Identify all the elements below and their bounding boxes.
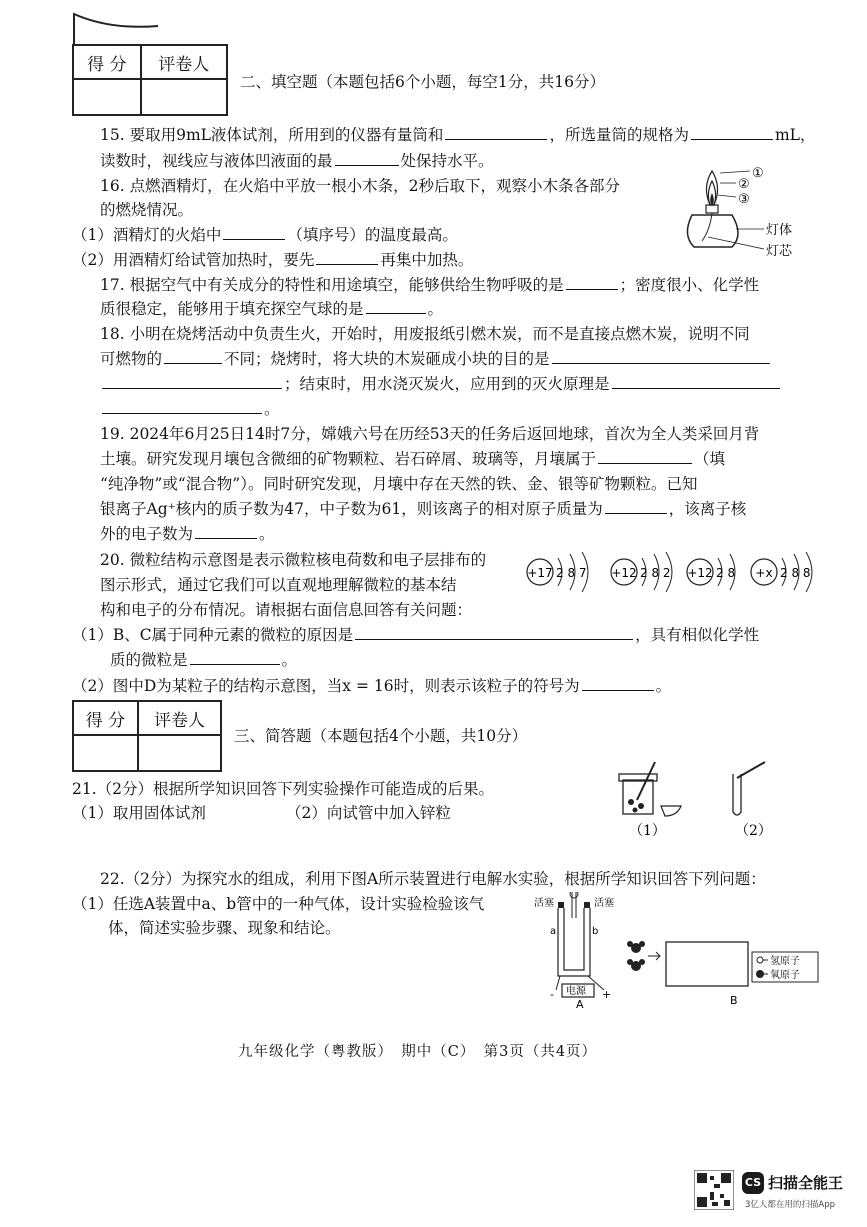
grader-cell-2[interactable]: [138, 735, 221, 771]
q20-line3: 构和电子的分布情况。请根据右面信息回答有关问题：: [100, 601, 473, 619]
svg-text:电源: 电源: [566, 986, 586, 997]
q16-line2: 的燃烧情况。: [100, 201, 194, 219]
q16-blank1[interactable]: [223, 224, 285, 240]
camscanner-logo-icon: CS: [742, 1172, 764, 1194]
page-footer: 九年级化学（粤教版） 期中（C） 第3页（共4页）: [238, 1044, 598, 1060]
q15-line2: 读数时，视线应与液体凹液面的最 处保持水平。: [100, 152, 494, 170]
svg-text:2 8 2: 2 8 2: [640, 566, 671, 580]
q20-sub2: （2）图中D为某粒子的结构示意图，当x = 16时，则表示该粒子的符号为 。: [72, 677, 672, 695]
q18-blank3-cont[interactable]: [102, 398, 262, 414]
svg-text:-: -: [550, 988, 554, 1001]
q15-blank2[interactable]: [691, 124, 773, 140]
score-label: 得 分: [73, 45, 141, 79]
q19-line5: 外的电子数为 。: [100, 525, 275, 543]
svg-text:活塞: 活塞: [534, 898, 554, 909]
q22-sub1b: 体，简述实验步骤、现象和结论。: [108, 919, 341, 937]
answer-box-b: [666, 942, 748, 986]
svg-text:a: a: [550, 926, 557, 937]
svg-text:+17: +17: [527, 566, 553, 580]
svg-text:氧原子: 氧原子: [770, 970, 800, 981]
score-table-2: [72, 700, 222, 772]
q18-blank3[interactable]: [612, 373, 780, 389]
reagent-jar-figure: [619, 762, 681, 839]
score-label-2: 得 分: [73, 701, 138, 735]
svg-text:+12: +12: [687, 566, 713, 580]
q20-line2: 图示形式，通过它我们可以直观地理解微粒的基本结: [100, 576, 457, 594]
svg-text:+: +: [602, 988, 612, 1001]
atom-b: [611, 552, 672, 628]
atom-d: [751, 552, 812, 628]
q15-line1: 15. 要取用9mL液体试剂，所用到的仪器有量筒和 ，所选量筒的规格为 mL，: [100, 126, 816, 144]
q15-blank3[interactable]: [335, 150, 399, 166]
water-molecules-icon: [627, 941, 660, 971]
lamp-body-label: 灯体: [766, 223, 793, 238]
grader-label-2: 评卷人: [138, 701, 221, 735]
watermark-tagline: 3亿人都在用的扫描App: [745, 1200, 836, 1210]
score-cell-2[interactable]: [73, 735, 138, 771]
q16-sub1: （1）酒精灯的火焰中 （填序号）的温度最高。: [72, 226, 458, 244]
atom-structure-diagrams: [520, 548, 830, 628]
q22-line1: 22.（2分）为探究水的组成，利用下图A所示装置进行电解水实验，根据所学知识回答下列问题：: [100, 870, 766, 888]
atom-legend: [752, 952, 818, 982]
q15-blank1[interactable]: [445, 124, 547, 140]
q20-blank2[interactable]: [190, 649, 280, 665]
svg-text:氢原子: 氢原子: [770, 956, 800, 967]
svg-text:2 8: 2 8: [716, 566, 736, 580]
electrolysis-figure: [528, 892, 828, 1008]
q20-sub1-cont: 质的微粒是 。: [110, 651, 298, 669]
flame-inner: [710, 193, 714, 205]
q22-sub1a: （1）任选A装置中a、b管中的一种气体，设计实验检验该气: [72, 895, 485, 913]
q20-blank3[interactable]: [582, 675, 654, 691]
watermark-brand: 扫描全能王: [768, 1174, 844, 1192]
q19-line4: 银离子Ag⁺核内的质子数为47，中子数为61，则该离子的相对原子质量为 ，该离子核: [100, 500, 747, 518]
svg-text:+12: +12: [611, 566, 637, 580]
score-cell[interactable]: [73, 79, 141, 115]
q16-blank2[interactable]: [316, 249, 378, 265]
test-tube-figure: [733, 762, 772, 839]
svg-text:2 8 8: 2 8 8: [780, 566, 811, 580]
svg-text:2 8 7: 2 8 7: [556, 566, 587, 580]
svg-text:（2）: （2）: [735, 823, 772, 839]
q16-sub2: （2）用酒精灯给试管加热时，要先 再集中加热。: [72, 251, 474, 269]
q19-line2: 土壤。研究发现月壤包含微细的矿物颗粒、岩石碎屑、玻璃等，月壤属于 （填: [100, 450, 726, 468]
q20-blank1[interactable]: [355, 624, 633, 640]
flame-label-3: ③: [738, 192, 750, 207]
q16-line1: 16. 点燃酒精灯，在火焰中平放一根小木条，2秒后取下，观察小木条各部分: [100, 177, 620, 195]
flame-label-1: ①: [752, 166, 764, 181]
q18-line2: 可燃物的 不同；烧烤时，将大块的木炭砸成小块的目的是: [100, 348, 772, 370]
q20-sub1: （1）B、C属于同种元素的微粒的原因是 ，具有相似化学性: [72, 626, 760, 644]
q18-line1: 18. 小明在烧烤活动中负责生火，开始时，用废报纸引燃木炭，而不是直接点燃木炭，说明不同: [100, 325, 750, 343]
atom-a: [527, 552, 588, 628]
q20-line1: 20. 微粒结构示意图是表示微粒核电荷数和电子层排布的: [100, 551, 487, 569]
q18-blank2[interactable]: [552, 348, 770, 364]
q21-line1: 21.（2分）根据所学知识回答下列实验操作可能造成的后果。: [72, 780, 495, 798]
q19-line1: 19. 2024年6月25日14时7分，嫦娥六号在历经53天的任务后返回地球，首次为全人类采回月背: [100, 425, 760, 443]
q21-sub1: （1）取用固体试剂: [72, 804, 206, 822]
q17-blank1[interactable]: [566, 274, 618, 290]
q18-line4: 。: [100, 398, 280, 420]
section3-title: 三、简答题（本题包括4个小题，共10分）: [234, 727, 528, 745]
q18-blank1[interactable]: [164, 348, 222, 364]
q19-line3: “纯净物”或“混合物”）。同时研究发现，月壤中存在天然的铁、金、银等矿物颗粒。已知: [100, 475, 698, 493]
atom-c: [687, 554, 735, 628]
q19-blank1[interactable]: [598, 448, 692, 464]
grader-cell[interactable]: [141, 79, 227, 115]
q17-blank2[interactable]: [366, 298, 426, 314]
q18-blank2-cont[interactable]: [102, 373, 282, 389]
grader-label: 评卷人: [141, 45, 227, 79]
q17-line2: 质很稳定，能够用于填充探空气球的是 。: [100, 300, 444, 318]
alcohol-lamp-figure: [672, 165, 832, 265]
q21-sub2: （2）向试管中加入锌粒: [286, 804, 451, 822]
q21-figures: [615, 760, 795, 840]
q17-line1: 17. 根据空气中有关成分的特性和用途填空，能够供给生物呼吸的是 ；密度很小、化学性: [100, 276, 760, 294]
svg-text:B: B: [730, 994, 738, 1007]
header-bracket: [70, 8, 160, 48]
flame-label-2: ②: [738, 177, 750, 192]
svg-text:活塞: 活塞: [594, 898, 614, 909]
q19-blank2[interactable]: [605, 498, 667, 514]
score-table: [72, 44, 228, 116]
q19-blank3[interactable]: [195, 523, 257, 539]
wick-label: 灯芯: [766, 244, 793, 259]
qr-code-icon: [694, 1170, 734, 1210]
svg-text:A: A: [576, 998, 584, 1008]
svg-text:b: b: [592, 926, 599, 937]
electrolysis-apparatus: [534, 892, 614, 1008]
svg-text:（1）: （1）: [629, 823, 666, 839]
q18-line3: ；结束时，用水浇灭炭火，应用到的灭火原理是: [100, 373, 782, 395]
section2-title: 二、填空题（本题包括6个小题，每空1分，共16分）: [240, 73, 605, 91]
svg-text:+x: +x: [755, 566, 773, 580]
